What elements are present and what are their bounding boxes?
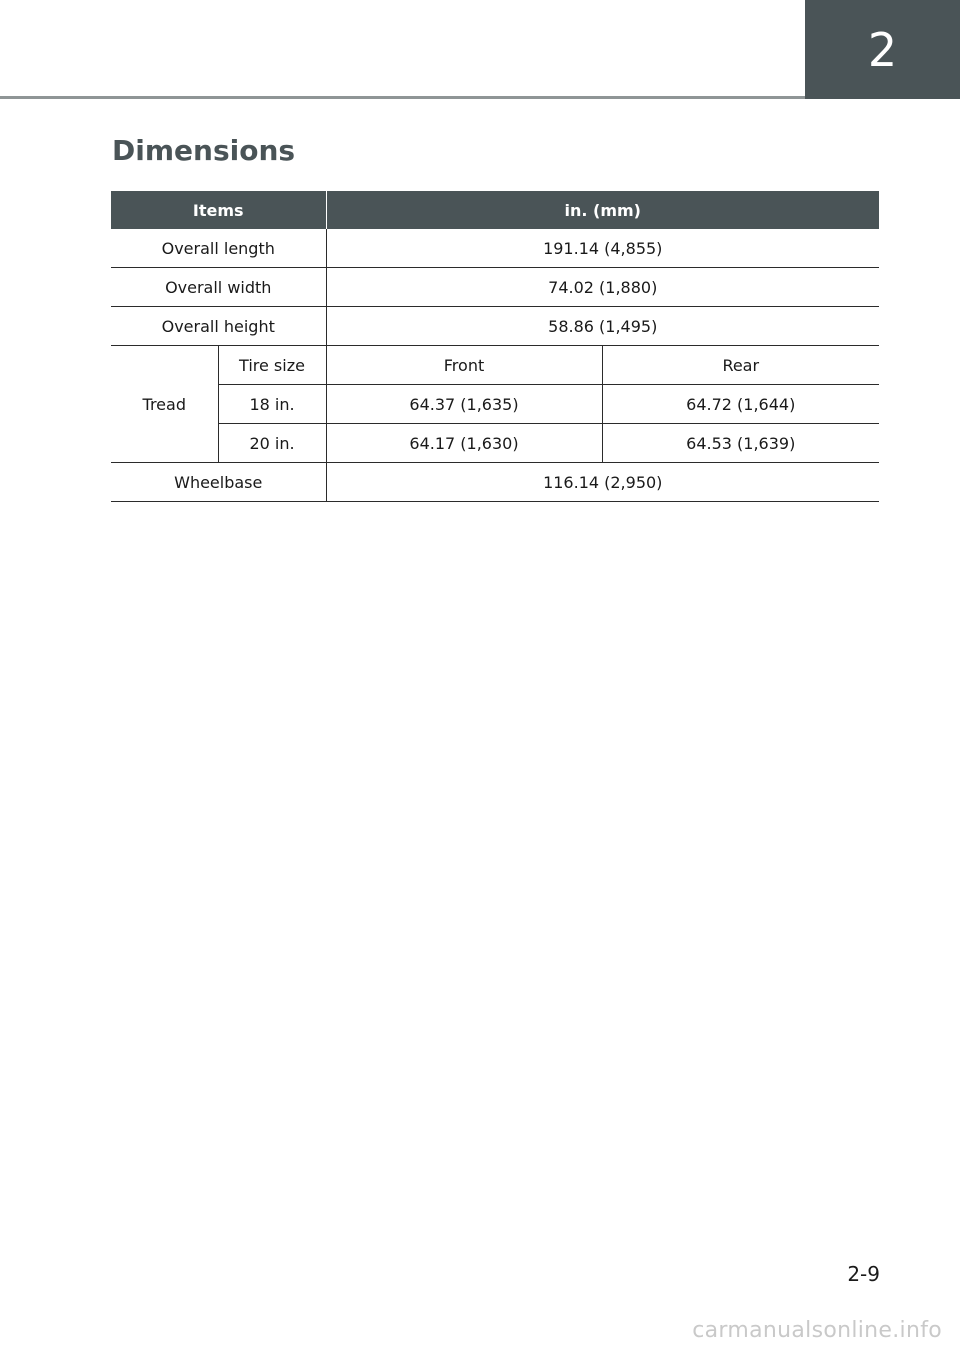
table-row <box>111 385 879 424</box>
row-value: 116.14 (2,950) <box>326 463 879 502</box>
rear-cell: 64.53 (1,639) <box>602 424 879 463</box>
row-label: Overall width <box>111 268 326 307</box>
front-cell: 64.17 (1,630) <box>326 424 602 463</box>
table-row <box>111 229 879 268</box>
subheader-tire-size: Tire size <box>218 346 326 385</box>
chapter-number: 2 <box>867 22 898 77</box>
row-value: 191.14 (4,855) <box>326 229 879 268</box>
subheader-front: Front <box>326 346 602 385</box>
row-value: 74.02 (1,880) <box>326 268 879 307</box>
page-title: Dimensions <box>112 134 296 167</box>
rear-cell: 64.72 (1,644) <box>602 385 879 424</box>
header-items: Items <box>111 191 326 229</box>
table-header-row <box>111 191 879 229</box>
row-label: Overall length <box>111 229 326 268</box>
table-row <box>111 346 879 385</box>
header-unit: in. (mm) <box>326 191 879 229</box>
tread-label: Tread <box>111 346 218 463</box>
subheader-rear: Rear <box>602 346 879 385</box>
row-label: Overall height <box>111 307 326 346</box>
tire-size-cell: 20 in. <box>218 424 326 463</box>
page-number: 2-9 <box>847 1262 880 1286</box>
watermark: carmanualsonline.info <box>692 1318 942 1343</box>
table-row <box>111 307 879 346</box>
tire-size-cell: 18 in. <box>218 385 326 424</box>
chapter-tab <box>805 0 960 99</box>
table-row <box>111 424 879 463</box>
row-label: Wheelbase <box>111 463 326 502</box>
dimensions-table <box>111 191 879 502</box>
table-row <box>111 463 879 502</box>
front-cell: 64.37 (1,635) <box>326 385 602 424</box>
row-value: 58.86 (1,495) <box>326 307 879 346</box>
table-row <box>111 268 879 307</box>
header-rule <box>0 96 805 99</box>
